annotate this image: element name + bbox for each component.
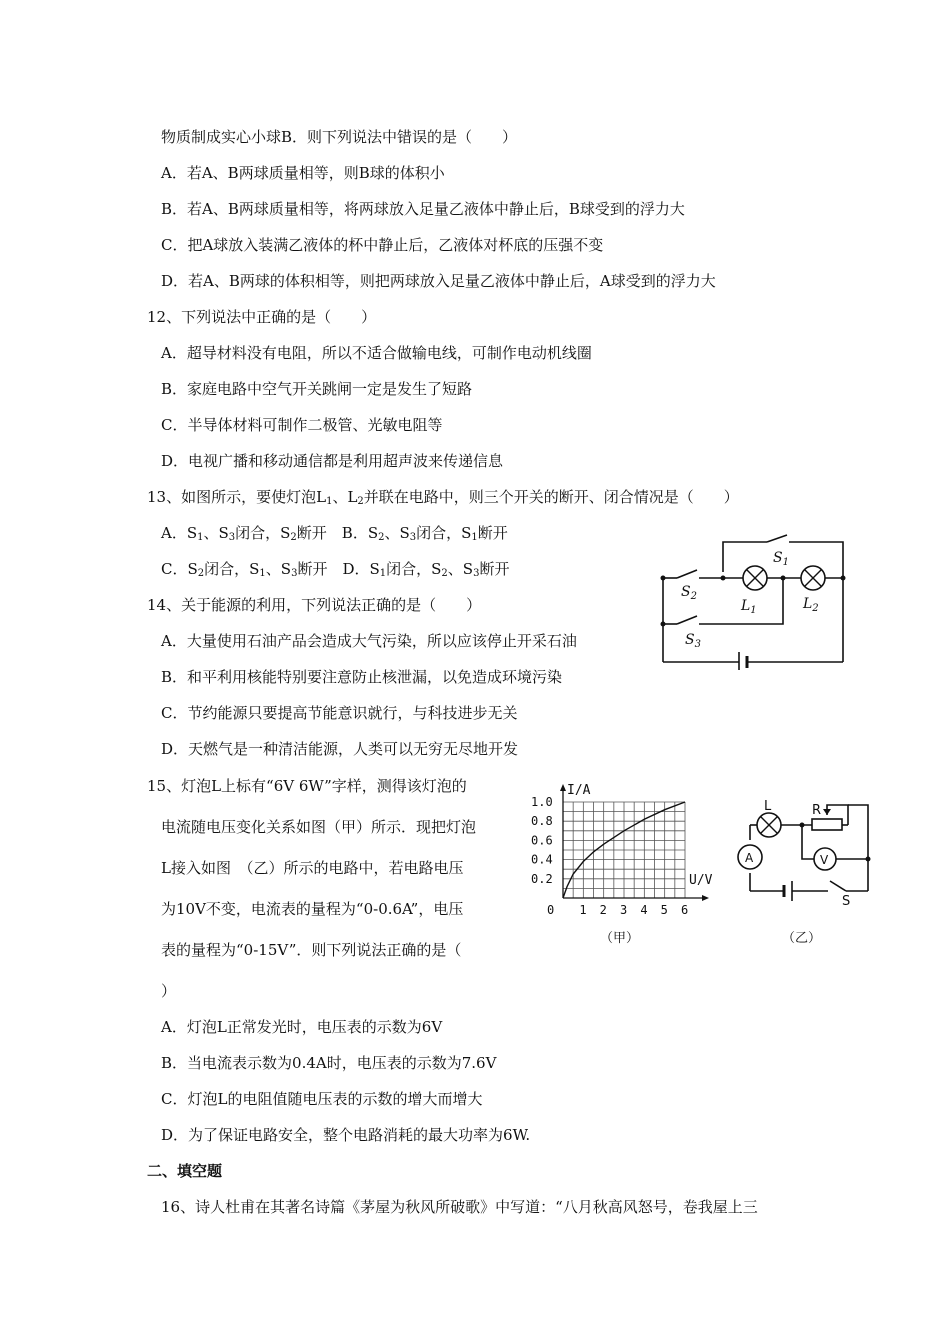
label-s3: $S_3$ [685,632,701,650]
q14-option-b: B．和平利用核能特别要注意防止核泄漏，以免造成环境污染 [161,668,563,686]
x-tick-label: 4 [640,903,648,917]
q12-option-c: C．半导体材料可制作二极管、光敏电阻等 [161,416,443,434]
label-switch: S [842,894,851,905]
q11-option-a: A．若A、B两球质量相等，则B球的体积小 [161,164,445,182]
q14-option-c: C．节约能源只要提高节能意识就行，与科技进步无关 [161,704,518,722]
y-axis-label: I/A [567,783,591,798]
q12-option-a: A．超导材料没有电阻，所以不适合做输电线，可制作电动机线圈 [161,344,592,362]
label-l2: $L_2$ [803,596,819,614]
x-axis-arrow [702,895,709,901]
q15-stem-line1: 15、灯泡L上标有“6V 6W”字样，测得该灯泡的 [147,777,467,795]
x-axis-label: U/V [689,873,712,888]
q11-option-d: D．若A、B两球的体积相等，则把两球放入足量乙液体中静止后，A球受到的浮力大 [161,272,716,290]
label-l1: $L_1$ [741,598,757,616]
x-tick-label: 5 [660,903,668,917]
x-tick-label: 2 [599,903,607,917]
q12-option-b: B．家庭电路中空气开关跳闸一定是发生了短路 [161,380,473,398]
q15-stem-line6: ） [161,982,177,1000]
label-resistor: R [812,803,822,818]
y-axis-arrow [560,784,566,791]
q15-option-d: D．为了保证电路安全，整个电路消耗的最大功率为6W. [161,1126,531,1144]
q15-stem-line2: 电流随电压变化关系如图（甲）所示．现把灯泡 [161,818,477,836]
origin-label: 0 [547,903,555,917]
x-tick-label: 1 [579,903,587,917]
q15-circuit-diagram [730,795,880,905]
q12-option-d: D．电视广播和移动通信都是利用超声波来传递信息 [161,452,504,470]
label-lamp: L [764,799,772,814]
x-tick-label: 6 [681,903,689,917]
q13-options-ab: A．$S_1$、$S_3$闭合，$S_2$断开 B．$S_2$、$S_3$闭合，$S_1$断开 [161,524,508,543]
q15-stem-line5: 表的量程为“0-15V”．则下列说法正确的是（ [161,941,462,959]
caption-yi: （乙） [782,931,822,946]
q15-stem-line3: L接入如图 （乙）所示的电路中，若电路电压 [161,859,464,877]
label-s1: $S_1$ [773,550,789,568]
q13-options-cd: C．$S_2$闭合，$S_1$、$S_3$断开 D．$S_1$闭合，$S_2$、$S_3$断开 [161,560,510,579]
y-tick-label: 0.6 [531,833,553,848]
x-tick-label: 3 [620,903,628,917]
q11-stem-continuation: 物质制成实心小球B．则下列说法中错误的是（ ） [161,128,518,146]
q14-stem: 14、关于能源的利用，下列说法正确的是（ ） [147,596,482,614]
q15-iu-graph [527,780,712,920]
q13-stem: 13、如图所示，要使灯泡$L_1$、$L_2$并联在电路中，则三个开关的断开、闭合情况是（ ） [147,488,739,507]
caption-jia: （甲） [600,931,640,946]
label-s2: $S_2$ [681,584,697,602]
label-voltmeter: V [820,853,829,867]
y-tick-label: 0.2 [531,871,553,886]
q11-option-c: C．把A球放入装满乙液体的杯中静止后，乙液体对杯底的压强不变 [161,236,604,254]
section-heading-fill-in: 二、填空题 [147,1162,223,1180]
q16-stem: 16、诗人杜甫在其著名诗篇《茅屋为秋风所破歌》中写道：“八月秋高风怒号，卷我屋上三 [161,1198,758,1216]
y-tick-label: 0.4 [531,852,553,867]
q15-stem-line4: 为10V不变，电流表的量程为“0-0.6A”，电压 [161,900,464,918]
q14-option-d: D．天燃气是一种清洁能源，人类可以无穷无尽地开发 [161,740,519,758]
y-tick-label: 0.8 [531,814,553,829]
q11-option-b: B．若A、B两球质量相等，将两球放入足量乙液体中静止后，B球受到的浮力大 [161,200,685,218]
q14-option-a: A．大量使用石油产品会造成大气污染，所以应该停止开采石油 [161,632,577,650]
label-ammeter: A [745,851,754,865]
q13-circuit-diagram [655,530,855,670]
q15-option-b: B．当电流表示数为0.4A时，电压表的示数为7.6V [161,1054,497,1072]
q12-stem: 12、下列说法中正确的是（ ） [147,308,377,326]
y-tick-label: 1.0 [531,795,553,809]
q15-option-a: A．灯泡L正常发光时，电压表的示数为6V [161,1018,443,1036]
q15-option-c: C．灯泡L的电阻值随电压表的示数的增大而增大 [161,1090,483,1108]
